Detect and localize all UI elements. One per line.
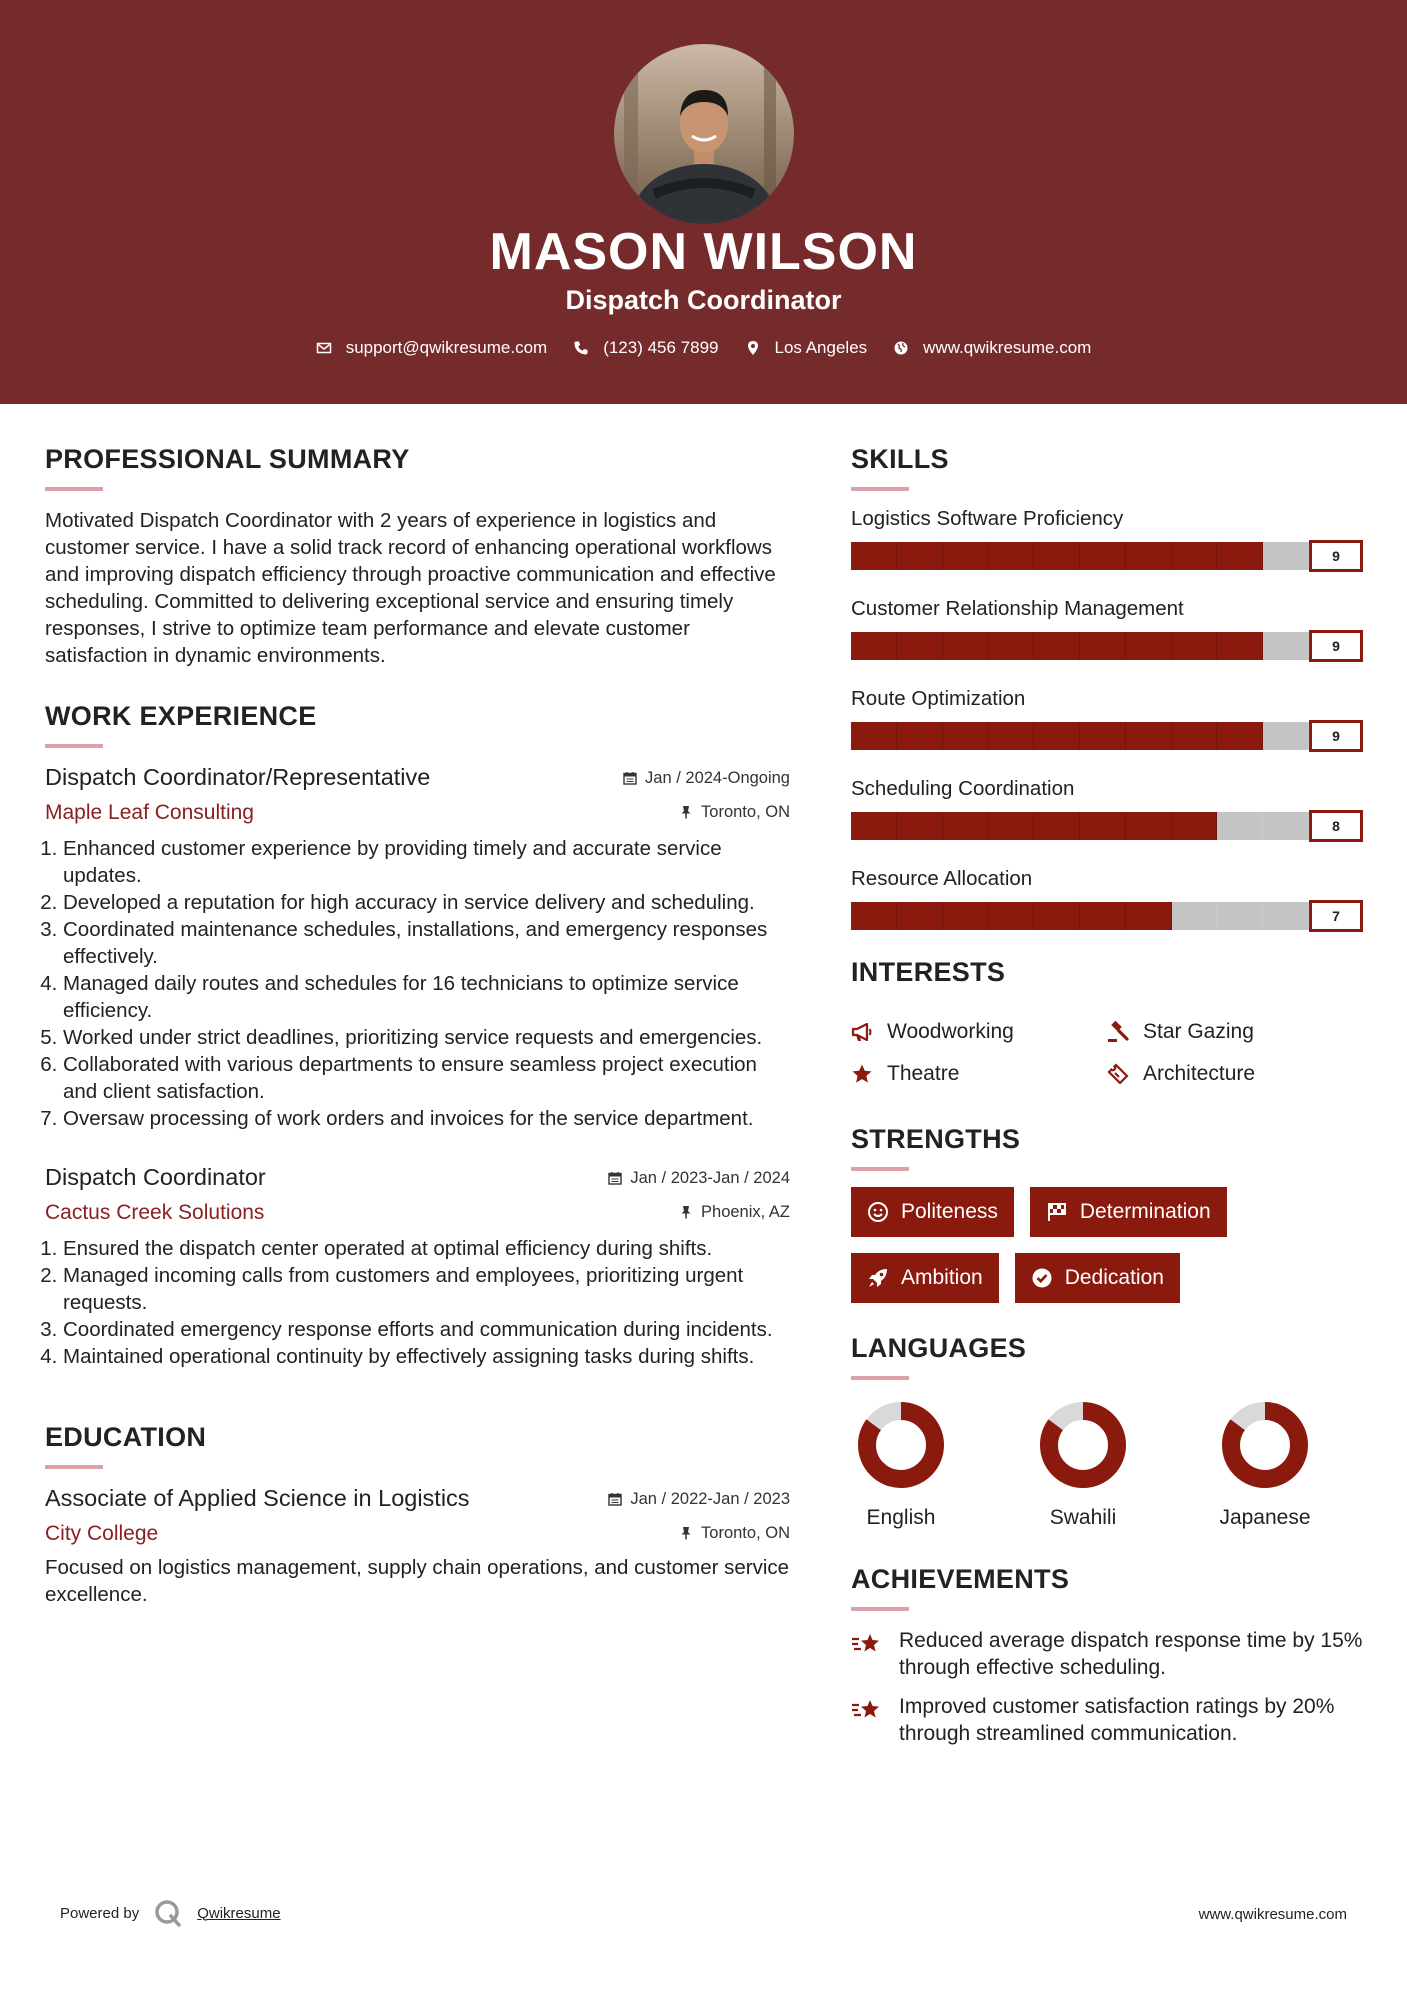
- ticket-icon: [1107, 1063, 1129, 1085]
- summary-text: Motivated Dispatch Coordinator with 2 years of experience in logistics and customer service. I have a solid track record of enhancing operational workflows and improving dispatch efficiency through proactive communication and effective scheduling. Committed to delivering exceptional service and ensuring timely responses, I strive to optimize team performance and elevate customer satisfaction in dynamic environments.: [45, 509, 776, 667]
- skill-segment-filled: [1034, 812, 1080, 840]
- interest-item: [1107, 1020, 1363, 1044]
- job-title: Dispatch Coordinator: [45, 1164, 266, 1190]
- job-date: [608, 1169, 790, 1188]
- skill-segment-filled: [1217, 722, 1263, 750]
- skill-segment-filled: [1172, 632, 1218, 660]
- footer-powered-by: [60, 1898, 281, 1928]
- skill-item: [851, 597, 1365, 661]
- language-donut: [1220, 1400, 1310, 1490]
- achievement-item: [851, 1627, 1365, 1681]
- skill-bar: [851, 902, 1309, 930]
- skill-segment-filled: [851, 902, 897, 930]
- section-rule: [851, 1607, 909, 1611]
- education-location-text: Toronto, ON: [701, 1523, 790, 1542]
- skill-segment-filled: [897, 542, 943, 570]
- achievement-text: Reduced average dispatch response time by 15% through effective scheduling.: [899, 1629, 1363, 1679]
- strength-label: Politeness: [901, 1200, 998, 1223]
- resume-header: [0, 0, 1407, 404]
- skill-bar: [851, 812, 1309, 840]
- interest-label: Star Gazing: [1143, 1020, 1254, 1043]
- duty-item: 2. Managed incoming calls from customers and employees, prioritizing urgent requests.: [63, 1262, 790, 1316]
- skill-score: 7: [1309, 900, 1363, 932]
- contact-location: [745, 338, 868, 358]
- skill-name: Customer Relationship Management: [851, 597, 1184, 620]
- skill-segment-filled: [1172, 812, 1218, 840]
- skill-segment-filled: [943, 542, 989, 570]
- strength-label: Dedication: [1064, 1266, 1164, 1289]
- skills-heading: SKILLS: [851, 444, 949, 474]
- skill-segment-empty: [1263, 902, 1309, 930]
- skill-segment-filled: [1034, 722, 1080, 750]
- duty-item: 1. Enhanced customer experience by providing timely and accurate service updates.: [63, 835, 790, 889]
- calendar-icon: [608, 1171, 622, 1185]
- section-rule: [45, 744, 103, 748]
- experience-heading: WORK EXPERIENCE: [45, 701, 317, 731]
- interest-item: [1107, 1062, 1363, 1086]
- pushpin-icon: [679, 1526, 693, 1540]
- skill-segment-filled: [851, 812, 897, 840]
- job-location: [679, 803, 790, 822]
- skill-segment-filled: [1126, 812, 1172, 840]
- duty-list: [45, 835, 790, 1132]
- skill-segment-filled: [1217, 542, 1263, 570]
- calendar-icon: [623, 771, 637, 785]
- language-name: Swahili: [1049, 1506, 1117, 1529]
- strength-badge: [851, 1187, 1014, 1237]
- skill-bar: [851, 722, 1309, 750]
- profile-photo: [614, 44, 794, 224]
- skill-segment-filled: [1217, 632, 1263, 660]
- achievement-text: Improved customer satisfaction ratings by 20% through streamlined communication.: [899, 1695, 1335, 1745]
- achievements-heading: ACHIEVEMENTS: [851, 1564, 1070, 1594]
- skill-segment-filled: [943, 632, 989, 660]
- skill-segment-filled: [988, 632, 1034, 660]
- profile-photo-illustration: [614, 44, 794, 224]
- interest-label: Architecture: [1143, 1062, 1256, 1085]
- contact-phone[interactable]: [573, 338, 718, 358]
- skill-segment-filled: [897, 722, 943, 750]
- language-item: [1033, 1400, 1133, 1530]
- skill-segment-filled: [1080, 902, 1126, 930]
- check-circle-icon: [1031, 1267, 1053, 1289]
- strengths-list: [851, 1187, 1271, 1303]
- strength-badge: [1015, 1253, 1180, 1303]
- interests-heading: INTERESTS: [851, 957, 1006, 987]
- skill-segment-filled: [1034, 632, 1080, 660]
- skill-segment-filled: [897, 902, 943, 930]
- job-location-text: Phoenix, AZ: [701, 1202, 790, 1221]
- shooting-star-icon: [851, 1697, 883, 1725]
- contact-email-text: support@qwikresume.com: [345, 338, 548, 357]
- section-rule: [851, 1000, 909, 1004]
- skill-segment-empty: [1263, 632, 1309, 660]
- job-date: [623, 769, 790, 788]
- skill-segment-filled: [1080, 632, 1126, 660]
- contact-website[interactable]: [893, 338, 1091, 358]
- phone-icon: [573, 340, 589, 356]
- skill-segment-filled: [988, 722, 1034, 750]
- section-rule: [851, 487, 909, 491]
- smile-icon: [867, 1201, 889, 1223]
- skill-segment-filled: [1126, 542, 1172, 570]
- job-entry: [45, 1164, 790, 1370]
- language-donut: [856, 1400, 946, 1490]
- achievement-item: [851, 1693, 1365, 1747]
- skill-segment-filled: [1126, 632, 1172, 660]
- school-name: City College: [45, 1522, 159, 1545]
- skill-segment-filled: [1126, 902, 1172, 930]
- duty-item: 6. Collaborated with various departments to ensure seamless project execution and client satisfaction.: [63, 1051, 790, 1105]
- megaphone-icon: [851, 1021, 873, 1043]
- section-rule: [851, 1167, 909, 1171]
- contact-email[interactable]: [316, 338, 548, 358]
- skill-item: [851, 507, 1365, 571]
- strength-label: Determination: [1079, 1200, 1211, 1223]
- job-date-text: Jan / 2023-Jan / 2024: [630, 1168, 790, 1187]
- achievements-list: [851, 1627, 1365, 1747]
- contact-location-text: Los Angeles: [774, 338, 868, 357]
- strength-label: Ambition: [901, 1266, 983, 1289]
- company-name: Maple Leaf Consulting: [45, 801, 254, 824]
- skill-segment-filled: [851, 722, 897, 750]
- skill-segment-filled: [943, 722, 989, 750]
- candidate-title: Dispatch Coordinator: [565, 285, 842, 315]
- calendar-icon: [608, 1492, 622, 1506]
- skill-segment-filled: [1172, 542, 1218, 570]
- skill-segment-filled: [851, 542, 897, 570]
- duty-item: 2. Developed a reputation for high accuracy in service delivery and scheduling.: [63, 889, 790, 916]
- languages-heading: LANGUAGES: [851, 1333, 1027, 1363]
- skill-segment-empty: [1217, 812, 1263, 840]
- envelope-icon: [316, 340, 332, 356]
- skill-segment-empty: [1263, 812, 1309, 840]
- skill-item: [851, 687, 1365, 751]
- duty-item: 3. Coordinated emergency response efforts and communication during incidents.: [63, 1316, 790, 1343]
- education-date: [608, 1490, 790, 1509]
- candidate-name: MASON WILSON: [489, 223, 918, 281]
- skill-segment-filled: [988, 542, 1034, 570]
- skills-list: [851, 507, 1365, 931]
- rocket-icon: [867, 1267, 889, 1289]
- globe-icon: [893, 340, 909, 356]
- skill-bar: [851, 542, 1309, 570]
- skill-segment-empty: [1263, 722, 1309, 750]
- skill-score: 8: [1309, 810, 1363, 842]
- skill-score: 9: [1309, 540, 1363, 572]
- skill-score: 9: [1309, 630, 1363, 662]
- skill-segment-filled: [1080, 542, 1126, 570]
- job-location-text: Toronto, ON: [701, 802, 790, 821]
- interest-label: Theatre: [887, 1062, 960, 1085]
- left-column: [45, 444, 790, 1608]
- language-name: Japanese: [1219, 1506, 1311, 1529]
- skill-name: Scheduling Coordination: [851, 777, 1075, 800]
- duty-item: 3. Coordinated maintenance schedules, installations, and emergency responses effectively.: [63, 916, 790, 970]
- duty-item: 1. Ensured the dispatch center operated at optimal efficiency during shifts.: [63, 1235, 790, 1262]
- skill-bar: [851, 632, 1309, 660]
- skill-segment-filled: [1034, 902, 1080, 930]
- contact-bar: [0, 338, 1407, 358]
- duty-item: 4. Managed daily routes and schedules for 16 technicians to optimize service efficiency.: [63, 970, 790, 1024]
- skill-segment-empty: [1172, 902, 1218, 930]
- summary-heading: PROFESSIONAL SUMMARY: [45, 444, 410, 474]
- skill-item: [851, 777, 1365, 841]
- powered-by-text: Powered by: [60, 1904, 140, 1922]
- company-name: Cactus Creek Solutions: [45, 1201, 265, 1224]
- duty-item: 7. Oversaw processing of work orders and invoices for the service department.: [63, 1105, 790, 1132]
- skill-segment-filled: [851, 632, 897, 660]
- skill-segment-filled: [988, 902, 1034, 930]
- education-description: Focused on logistics management, supply chain operations, and customer service excellence.: [45, 1556, 790, 1606]
- language-name: English: [866, 1506, 936, 1529]
- language-item: [1215, 1400, 1315, 1530]
- gavel-icon: [1107, 1021, 1129, 1043]
- job-entry: [45, 764, 790, 1132]
- duty-item: 4. Maintained operational continuity by effectively assigning tasks during shifts.: [63, 1343, 790, 1370]
- skill-name: Logistics Software Proficiency: [851, 507, 1124, 530]
- job-title: Dispatch Coordinator/Representative: [45, 764, 431, 790]
- interest-item: [851, 1062, 1107, 1086]
- education-entry: [45, 1485, 790, 1608]
- skill-name: Resource Allocation: [851, 867, 1033, 890]
- job-location: [679, 1203, 790, 1222]
- skill-score: 9: [1309, 720, 1363, 752]
- shooting-star-icon: [851, 1631, 883, 1659]
- skill-segment-empty: [1217, 902, 1263, 930]
- star-icon: [851, 1063, 873, 1085]
- map-pin-icon: [745, 340, 761, 356]
- flag-icon: [1046, 1201, 1068, 1223]
- strengths-heading: STRENGTHS: [851, 1124, 1021, 1154]
- qwikresume-logo-icon: [153, 1898, 183, 1928]
- language-item: [851, 1400, 951, 1530]
- section-rule: [45, 1465, 103, 1469]
- footer-website[interactable]: www.qwikresume.com: [1198, 1906, 1347, 1923]
- skill-segment-filled: [897, 632, 943, 660]
- skill-segment-filled: [1172, 722, 1218, 750]
- education-heading: EDUCATION: [45, 1422, 207, 1452]
- interests-list: [851, 1020, 1365, 1086]
- skill-segment-filled: [1034, 542, 1080, 570]
- strength-badge: [1030, 1187, 1227, 1237]
- skill-segment-filled: [897, 812, 943, 840]
- education-date-text: Jan / 2022-Jan / 2023: [630, 1489, 790, 1508]
- interest-item: [851, 1020, 1107, 1044]
- contact-phone-text: (123) 456 7899: [603, 338, 719, 357]
- pushpin-icon: [679, 805, 693, 819]
- languages-list: [851, 1400, 1365, 1530]
- strength-badge: [851, 1253, 999, 1303]
- skill-segment-filled: [943, 812, 989, 840]
- skill-name: Route Optimization: [851, 687, 1026, 710]
- duty-list: [45, 1235, 790, 1370]
- qwikresume-link[interactable]: Qwikresume: [197, 1904, 281, 1922]
- interest-label: Woodworking: [887, 1020, 1014, 1043]
- contact-website-text: www.qwikresume.com: [923, 338, 1092, 357]
- skill-item: [851, 867, 1365, 931]
- job-date-text: Jan / 2024-Ongoing: [645, 768, 790, 787]
- duty-item: 5. Worked under strict deadlines, prioritizing service requests and emergencies.: [63, 1024, 790, 1051]
- skill-segment-filled: [943, 902, 989, 930]
- pushpin-icon: [679, 1205, 693, 1219]
- skill-segment-filled: [1080, 722, 1126, 750]
- skill-segment-filled: [1126, 722, 1172, 750]
- right-column: [851, 444, 1365, 1759]
- skill-segment-filled: [988, 812, 1034, 840]
- section-rule: [45, 487, 103, 491]
- degree-title: Associate of Applied Science in Logistics: [45, 1485, 470, 1511]
- language-donut: [1038, 1400, 1128, 1490]
- skill-segment-empty: [1263, 542, 1309, 570]
- skill-segment-filled: [1080, 812, 1126, 840]
- section-rule: [851, 1376, 909, 1380]
- education-location: [679, 1524, 790, 1543]
